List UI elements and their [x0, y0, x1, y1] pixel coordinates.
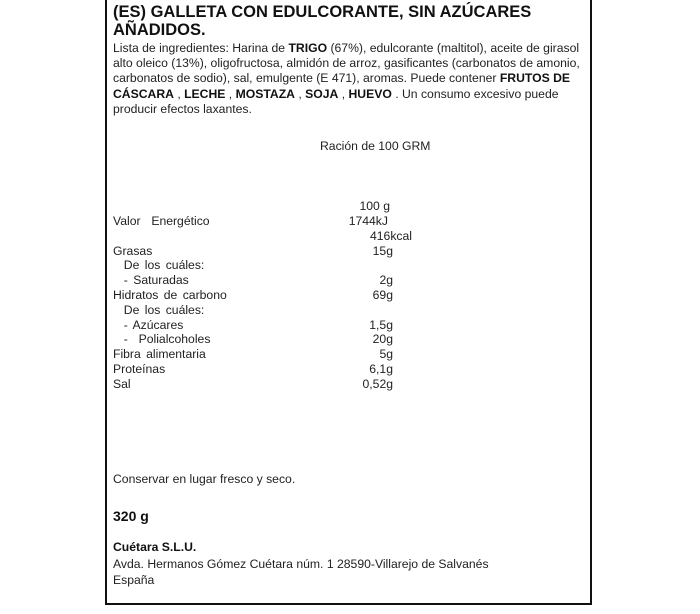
- nutrition-row-carbohydrates: [113, 288, 413, 303]
- nutrition-row-polyols: [113, 332, 413, 347]
- nutrition-value: 0,52g: [362, 377, 393, 391]
- ingredients-list: [113, 41, 588, 117]
- nutrition-value: 20g: [372, 332, 393, 346]
- nutrition-row-sugars: [113, 318, 413, 333]
- separator: ,: [225, 86, 236, 101]
- nutrition-value: 6,1g: [369, 362, 393, 376]
- separator: ,: [338, 86, 349, 101]
- net-weight: 320 g: [113, 508, 149, 524]
- allergen-mustard: MOSTAZA: [235, 86, 295, 101]
- nutrition-label: Fibra alimentaria: [113, 347, 206, 361]
- nutrition-value: 5g: [379, 347, 393, 361]
- nutrition-row-salt: [113, 377, 413, 392]
- allergen-egg: HUEVO: [348, 86, 392, 101]
- nutrition-label: Hidratos de carbono: [113, 288, 227, 302]
- product-title: (ES) GALLETA CON EDULCORANTE, SIN AZÚCARES AÑADIDOS.: [113, 3, 532, 39]
- nutrition-row-energy-kj: [113, 214, 413, 229]
- nutrition-label: - Azúcares: [113, 318, 184, 332]
- nutrition-row-fat: [113, 244, 413, 259]
- nutrition-label: Sal: [113, 377, 131, 391]
- nutrition-label: - Polialcoholes: [113, 332, 211, 346]
- ingredients-text: (67%), edulcorante (maltitol), aceite de girasol alto oleico (13%), oligofructosa, almidón de arroz, gasificantes (carbonatos de amonio, carbonatos de sodio), sal, emulgente (E 471), aromas. Puede contener: [113, 41, 580, 86]
- nutrition-row-carbs-of-which: [113, 303, 413, 318]
- column-header-value: 100 g: [359, 199, 390, 213]
- allergen-milk: LECHE: [184, 86, 226, 101]
- nutrition-row-saturated: [113, 273, 413, 288]
- nutrition-row-fibre: [113, 347, 413, 362]
- separator: ,: [173, 86, 185, 101]
- nutrition-value: 15g: [372, 244, 393, 258]
- allergen-wheat: TRIGO: [288, 41, 328, 55]
- nutrition-value: 2g: [379, 273, 393, 287]
- ration-label: Ración de 100 GRM: [320, 139, 431, 153]
- nutrition-value: 1744kJ: [348, 214, 388, 228]
- nutrition-row-fat-of-which: [113, 258, 413, 273]
- nutrition-label: Valor Energético: [113, 214, 210, 228]
- storage-instructions: Conservar en lugar fresco y seco.: [113, 472, 296, 486]
- nutrition-row-energy-kcal: [113, 229, 413, 244]
- nutrition-label: De los cuáles:: [113, 303, 205, 317]
- nutrition-label: Proteínas: [113, 362, 166, 376]
- allergen-soy: SOJA: [305, 86, 339, 101]
- address-line-2: España: [113, 573, 155, 587]
- nutrition-value: 1,5g: [369, 318, 393, 332]
- laxative-warning: . Un consumo excesivo puede producir efectos laxantes.: [113, 86, 559, 116]
- ingredients-intro: Lista de ingredientes: Harina de: [113, 41, 289, 55]
- separator: ,: [294, 86, 306, 101]
- allergen-nuts: FRUTOS DE CÁSCARA: [113, 71, 571, 101]
- nutrition-label: De los cuáles:: [113, 258, 205, 272]
- manufacturer-name: Cuétara S.L.U.: [113, 540, 197, 554]
- nutrition-value: 416kcal: [369, 229, 412, 243]
- nutrition-label: Grasas: [113, 244, 153, 258]
- nutrition-row-protein: [113, 362, 413, 377]
- nutrition-column-header: [113, 199, 413, 214]
- nutrition-label: - Saturadas: [113, 273, 189, 287]
- nutrition-value: 69g: [372, 288, 393, 302]
- address-line-1: Avda. Hermanos Gómez Cuétara núm. 1 28590-Villarejo de Salvanés: [113, 557, 489, 571]
- manufacturer-address: [113, 556, 489, 588]
